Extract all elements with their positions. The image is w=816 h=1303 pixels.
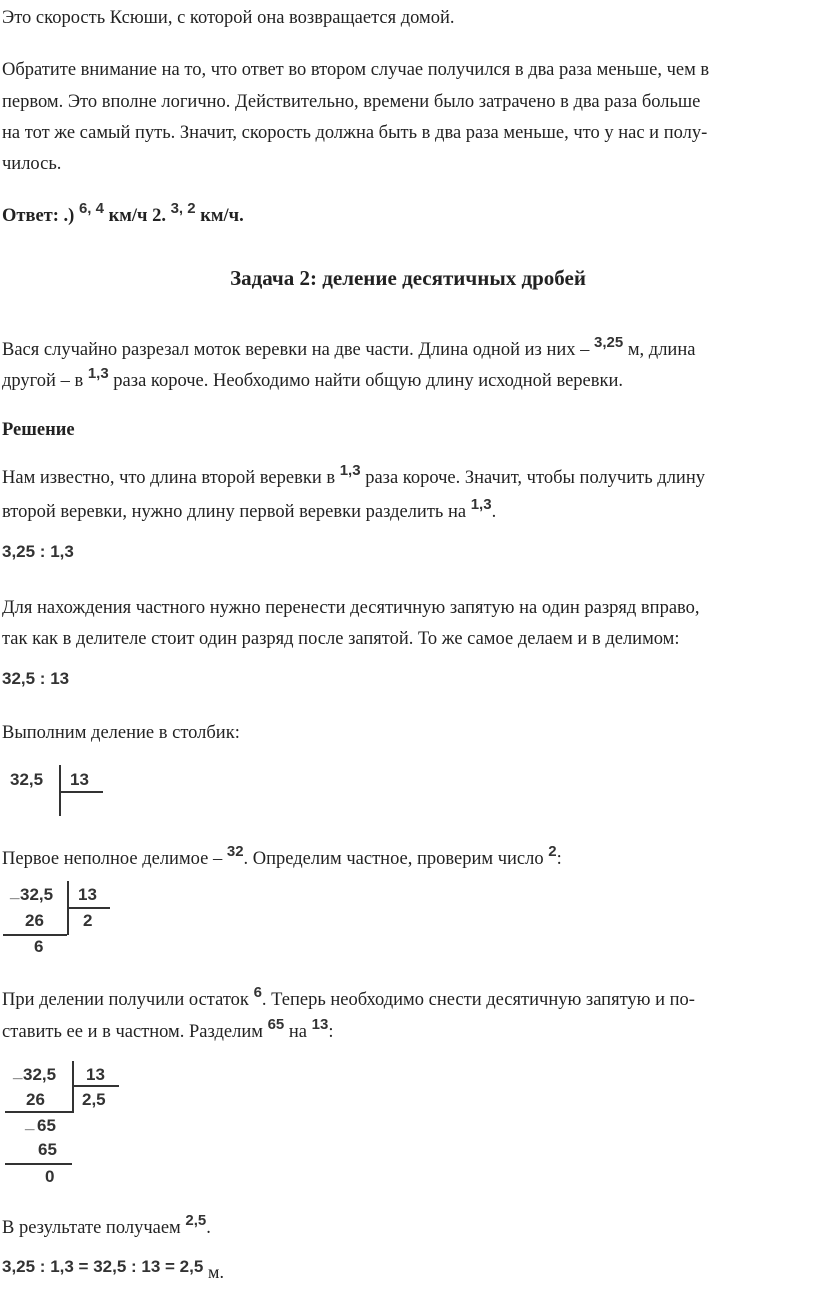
division-3-dividend: 32,5: [23, 1065, 57, 1084]
remainder-value-3: 13: [311, 1016, 329, 1033]
final-expression: 3,25 : 1,3 = 32,5 : 13 = 2,5: [2, 1257, 204, 1276]
division-3-subtrahend: 26: [26, 1090, 45, 1109]
division-3-line-2: [5, 1163, 72, 1165]
answer-mid: км/ч 2.: [108, 206, 166, 226]
paragraph-remainder-line-2: [2, 1018, 333, 1047]
division-3-vertical-line: [72, 1061, 74, 1113]
division-3-horizontal-line: [73, 1085, 119, 1087]
remainder-text-2a: ставить ее и в частном. Разделим: [2, 1022, 263, 1042]
remainder-value-1: 6: [253, 984, 262, 1001]
division-3-remainder-1: 65: [37, 1116, 56, 1135]
final-equation: [2, 1256, 224, 1282]
division-1-dividend: 32,5: [10, 770, 44, 789]
division-3-divisor: 13: [86, 1065, 105, 1084]
problem-value-1: 3,25: [594, 334, 624, 351]
problem-line-1: [2, 336, 695, 365]
problem-text-1a: Вася случайно разрезал моток веревки на две части. Длина одной из них –: [2, 340, 590, 360]
solution-text-2a: второй веревки, нужно длину первой веревки разделить на: [2, 502, 467, 522]
paragraph-speed: Это скорость Ксюши, с которой она возвращается домой.: [2, 8, 455, 28]
paragraph-note-line-4: чилось.: [2, 154, 62, 174]
problem-value-2: 1,3: [87, 365, 109, 382]
section-heading: Задача 2: деление десятичных дробей: [230, 266, 586, 290]
partial-text-c: :: [556, 849, 562, 869]
remainder-text-2c: :: [328, 1022, 334, 1042]
division-3-quotient: 2,5: [82, 1090, 106, 1109]
result-value: 2,5: [185, 1212, 207, 1229]
answer-line: [2, 202, 244, 231]
division-2-quotient: 2: [83, 911, 93, 930]
paragraph-note-line-2: первом. Это вполне логично. Действительно, времени было затрачено в два раза больше: [2, 92, 701, 112]
solution-line-1: [2, 464, 705, 493]
division-3-subtrahend-2: 65: [38, 1140, 57, 1159]
division-2-result-line: [3, 934, 67, 936]
division-2-dividend: 32,5: [20, 885, 54, 904]
solution-text-2b: .: [491, 502, 497, 522]
remainder-text-1a: При делении получили остаток: [2, 990, 249, 1010]
division-2-divisor: 13: [78, 885, 97, 904]
division-3-remainder-2: 0: [45, 1167, 55, 1186]
problem-line-2: [2, 367, 623, 396]
answer-value-2: 3, 2: [170, 200, 196, 217]
solution-text-1a: Нам известно, что длина второй веревки в: [2, 468, 336, 488]
paragraph-remainder-line-1: [2, 986, 695, 1015]
expression-2: 32,5 : 13: [2, 669, 70, 688]
final-unit: м.: [208, 1262, 224, 1282]
partial-text-b: . Определим частное, проверим число: [243, 849, 544, 869]
problem-text-2b: раза короче. Необходимо найти общую длину исходной веревки.: [113, 371, 623, 391]
solution-value-2: 1,3: [470, 496, 492, 513]
result-text-b: .: [206, 1218, 211, 1238]
answer-unit: км/ч.: [200, 206, 244, 226]
paragraph-note-line-1: Обратите внимание на то, что ответ во втором случае получился в два раза меньше, чем в: [2, 60, 710, 80]
partial-value-1: 32: [226, 843, 244, 860]
solution-value-1: 1,3: [339, 462, 361, 479]
solution-label: Решение: [2, 420, 75, 440]
paragraph-note-line-3: на тот же самый путь. Значит, скорость должна быть в два раза меньше, что у нас и полу-: [2, 123, 708, 143]
division-1-divisor: 13: [70, 770, 89, 789]
solution-line-2: [2, 498, 496, 527]
answer-value-1: 6, 4: [78, 200, 104, 217]
paragraph-result: [2, 1214, 211, 1243]
solution-text-1b: раза короче. Значит, чтобы получить длину: [365, 468, 705, 488]
problem-text-2a: другой – в: [2, 371, 84, 391]
remainder-text-2b: на: [288, 1022, 308, 1042]
division-3-minus-2: _: [25, 1113, 35, 1132]
division-3-minus: _: [13, 1062, 23, 1081]
division-3-line-1: [5, 1111, 72, 1113]
division-2-subtrahend: 26: [25, 911, 44, 930]
problem-text-1b: м, длина: [627, 340, 696, 360]
paragraph-decimal-line-2: так как в делителе стоит один разряд после запятой. То же самое делаем и в делимом:: [2, 629, 680, 649]
remainder-text-1b: . Теперь необходимо снести десятичную запятую и по-: [261, 990, 695, 1010]
division-1-horizontal-line: [60, 791, 103, 793]
partial-value-2: 2: [548, 843, 557, 860]
division-2-remainder: 6: [34, 937, 44, 956]
paragraph-first-partial: [2, 845, 562, 874]
answer-prefix: Ответ: .): [2, 206, 75, 226]
partial-text-a: Первое неполное делимое –: [2, 849, 223, 869]
expression-1: 3,25 : 1,3: [2, 542, 74, 561]
result-text-a: В результате получаем: [2, 1218, 181, 1238]
division-2-minus: _: [10, 882, 20, 901]
paragraph-decimal-line-1: Для нахождения частного нужно перенести десятичную запятую на один разряд вправо,: [2, 598, 700, 618]
paragraph-column-division: Выполним деление в столбик:: [2, 723, 240, 743]
remainder-value-2: 65: [267, 1016, 285, 1033]
division-2-horizontal-line: [68, 907, 110, 909]
